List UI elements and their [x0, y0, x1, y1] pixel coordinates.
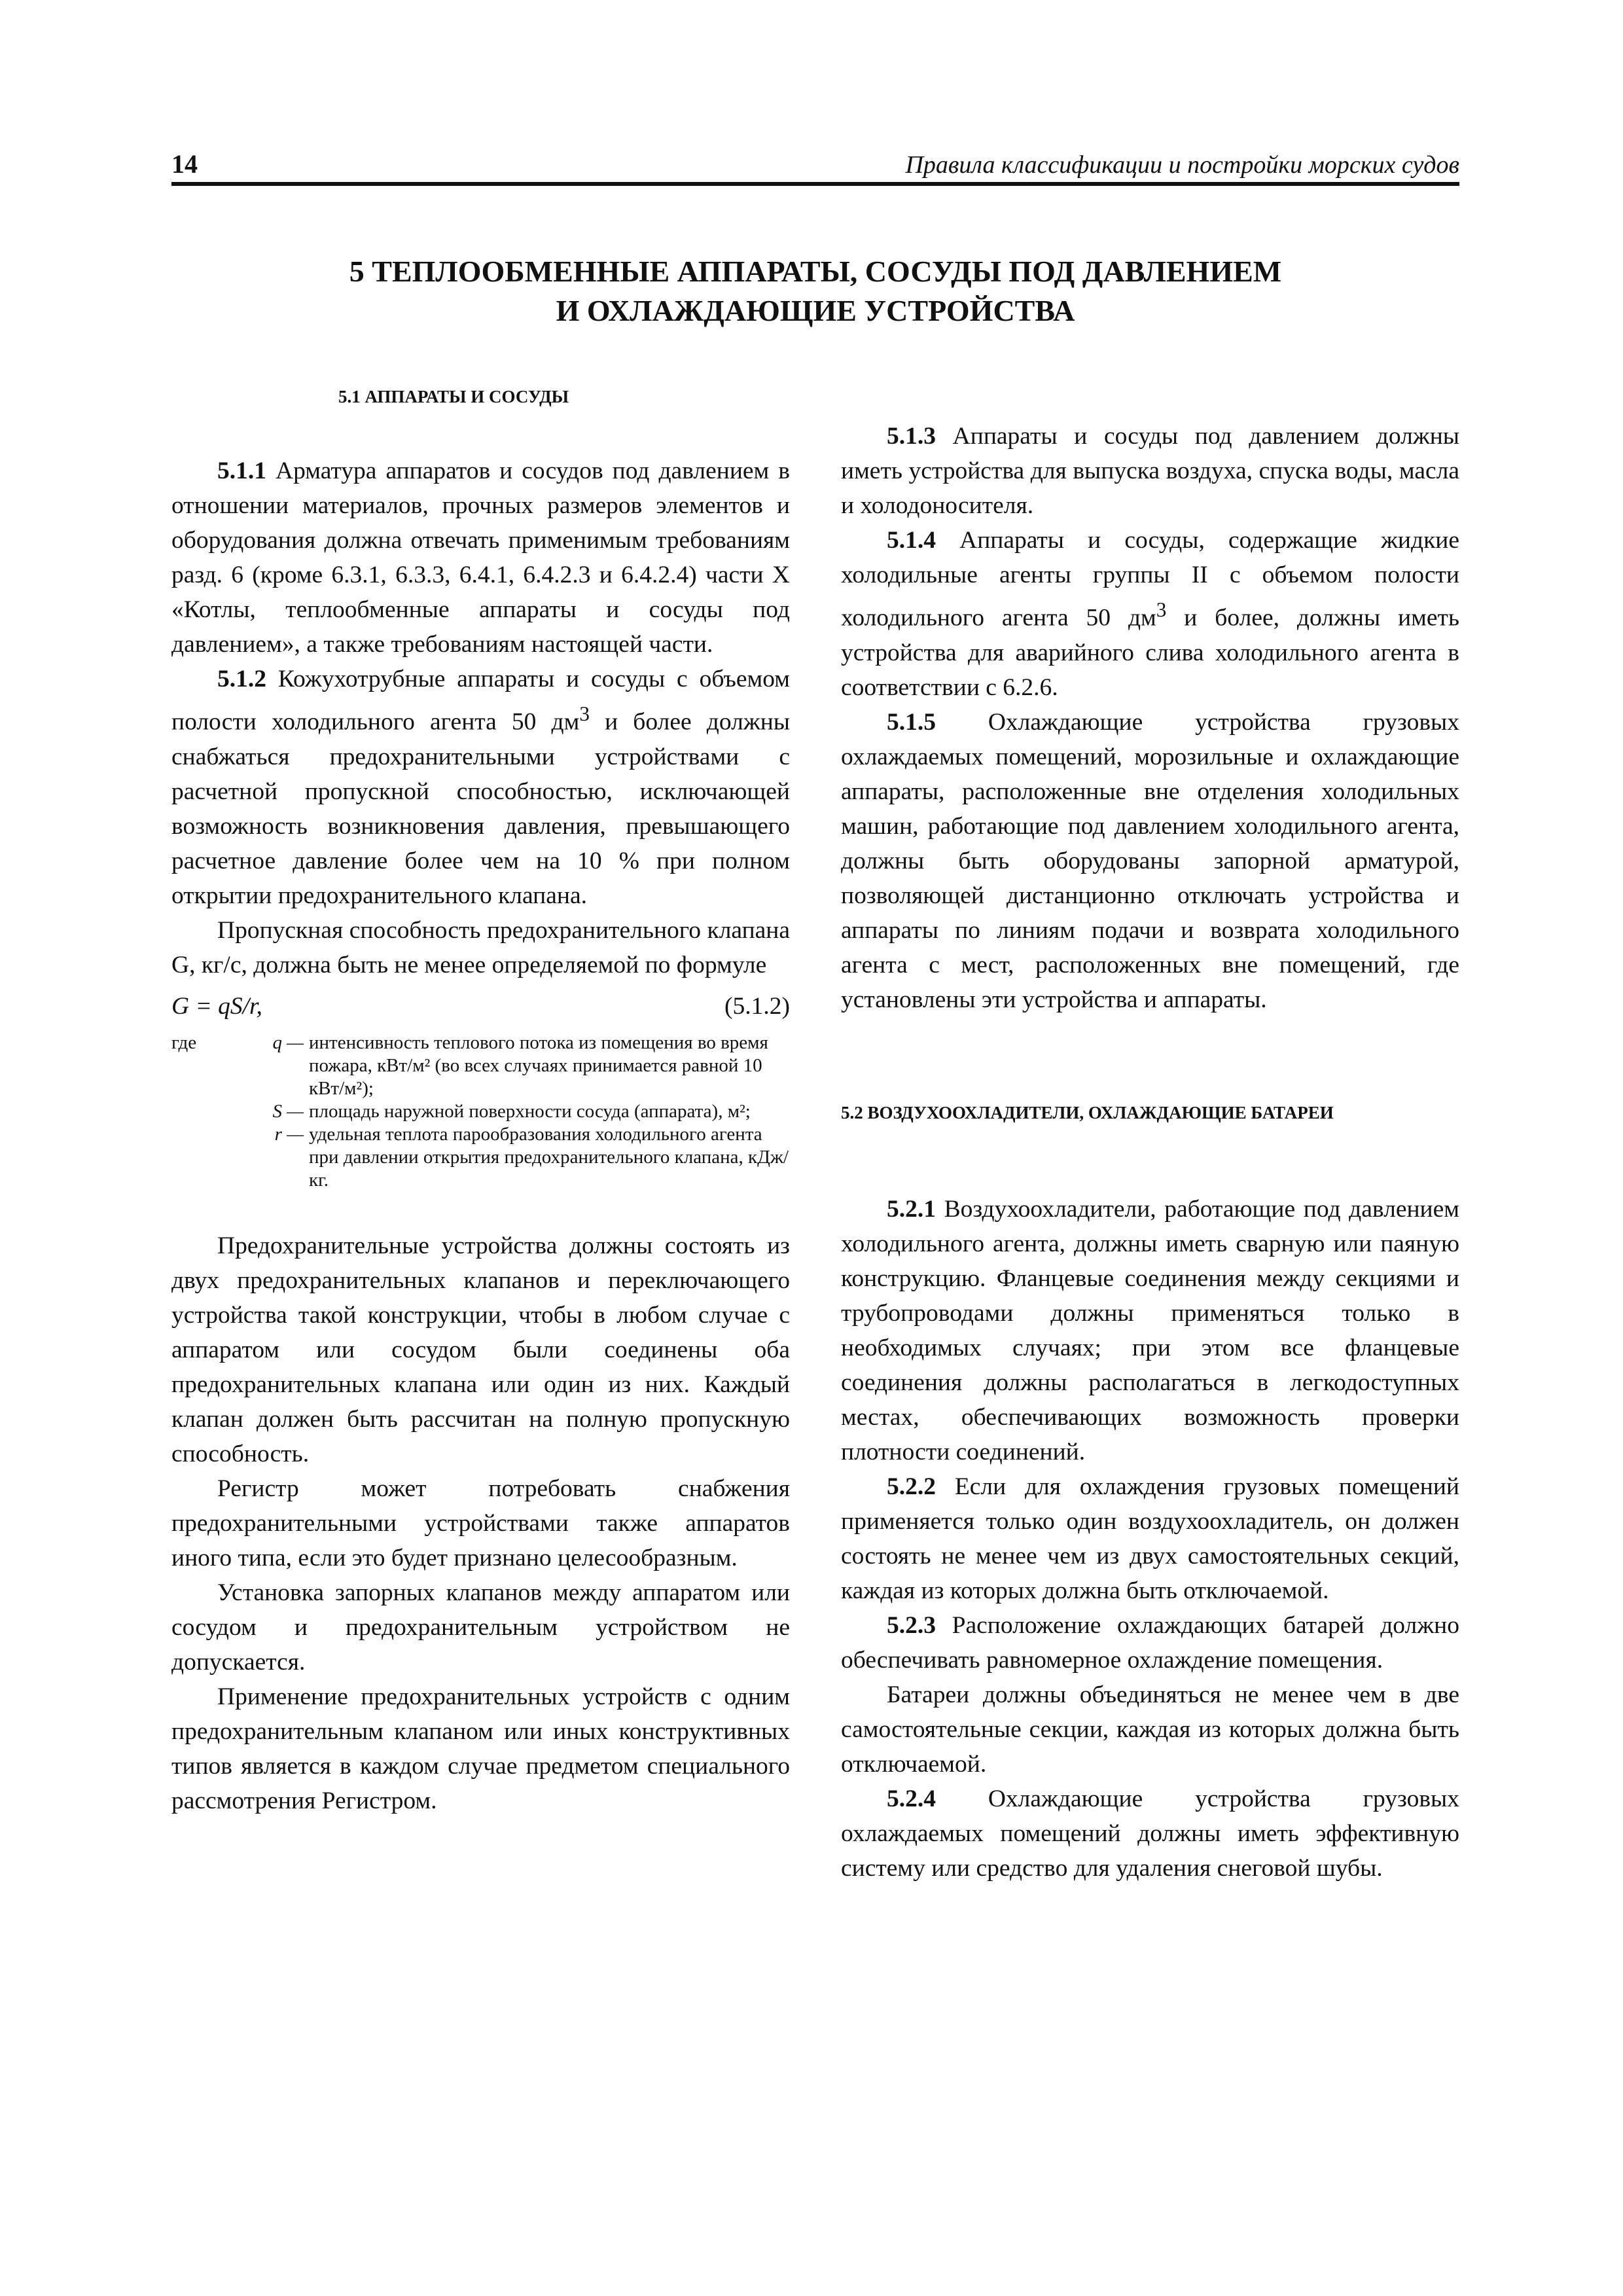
definition-text: интенсивность теплового потока из помещения во время пожара, кВт/м² (во всех случаях принимается равной 10 кВт/м²); [309, 1031, 768, 1099]
chapter-title-line-1: 5 ТЕПЛООБМЕННЫЕ АППАРАТЫ, СОСУДЫ ПОД ДАВЛЕНИЕМ [349, 255, 1282, 288]
clause-number: 5.1.3 [887, 423, 936, 450]
definition-item [224, 1100, 790, 1123]
clause-number: 5.1.1 [217, 457, 266, 484]
paragraph-text: Аппараты и сосуды, содержащие жидкие холодильные агенты группы II с объемом полости холодильного агента 50 дм [841, 527, 1459, 632]
definition-text: площадь наружной поверхности сосуда (аппарата), м²; [309, 1100, 751, 1122]
superscript: 3 [1156, 598, 1167, 621]
paragraph-text: Охлаждающие устройства грузовых охлаждаемых помещений должны иметь эффективную систему или средство для удаления снеговой шубы. [841, 1785, 1459, 1882]
formula-expression: G = qS/r, [171, 992, 262, 1020]
left-column [171, 380, 790, 1818]
paragraph-valves: Установка запорных клапанов между аппаратом или сосудом и предохранительным устройством не допускается. [171, 1579, 790, 1676]
page-number: 14 [171, 149, 198, 179]
paragraph-capacity: Пропускная способность предохранительного клапана G, кг/с, должна быть не менее определяемой по формуле [171, 916, 790, 978]
definition-item [224, 1031, 790, 1100]
paragraph-text: Кожухотрубные аппараты и сосуды с объемом полости холодильного агента 50 дм [171, 666, 790, 736]
paragraph-text: Аппараты и сосуды под давлением должны иметь устройства для выпуска воздуха, спуска воды, масла и холодоносителя. [841, 423, 1459, 519]
paragraph-application: Применение предохранительных устройств с одним предохранительным клапаном или иных конструктивных типов является в каждом случае предметом специального рассмотрения Регистром. [171, 1683, 790, 1814]
clause-number: 5.1.5 [887, 708, 936, 736]
definition-text: удельная теплота парообразования холодильного агента при давлении открытия предохранительного клапана, кДж/кг. [309, 1123, 789, 1191]
definition-symbol: r — [274, 1123, 304, 1145]
paragraph-5-2-1 [841, 1192, 1459, 1469]
section-heading-5-1: 5.1 АППАРАТЫ И СОСУДЫ [338, 387, 569, 406]
chapter-title-line-2: И ОХЛАЖДАЮЩИЕ УСТРОЙСТВА [556, 294, 1075, 327]
running-title: Правила классификации и постройки морских судов [905, 151, 1459, 179]
chapter-title [171, 252, 1459, 331]
paragraph-devices: Предохранительные устройства должны состоять из двух предохранительных клапанов и переключающего устройства такой конструкции, чтобы в любом случае с аппаратом или сосудом были соединены оба предохранительных клапана или один из них. Каждый клапан должен быть рассчитан на полную пропускную способность. [171, 1232, 790, 1467]
clause-number: 5.1.4 [887, 527, 936, 554]
formula-definitions [171, 1031, 790, 1192]
paragraph-text: Воздухоохладители, работающие под давлением холодильного агента, должны иметь сварную или паяную конструкцию. Фланцевые соединения между секциями и трубопроводами должны применяться только в необходимых случаях; при этом все фланцевые соединения должны располагаться в легкодоступных местах, обеспечивающих возможность проверки плотности соединений. [841, 1195, 1459, 1465]
formula-5-1-2 [171, 989, 790, 1024]
clause-number: 5.2.1 [887, 1195, 936, 1223]
paragraph-register: Регистр может потребовать снабжения предохранительными устройствами также аппаратов иного типа, если это будет признано целесообразным. [171, 1475, 790, 1571]
paragraph-5-1-4 [841, 523, 1459, 705]
paragraph-5-1-3 [841, 419, 1459, 523]
clause-number: 5.2.3 [887, 1611, 936, 1639]
page-header [171, 145, 1459, 186]
paragraph-5-2-2 [841, 1469, 1459, 1608]
definition-symbol: S — [272, 1100, 304, 1122]
clause-number: 5.2.2 [887, 1473, 936, 1500]
paragraph-batteries: Батареи должны объединяться не менее чем в две самостоятельные секции, каждая из которых должна быть отключаемой. [841, 1681, 1459, 1778]
paragraph-text: и более должны снабжаться предохранительными устройствами с расчетной пропускной способностью, исключающей возможность возникновения давления, превышающего расчетное давление более чем на 10 % при полном открытии предохранительного клапана. [171, 708, 790, 909]
clause-number: 5.1.2 [217, 666, 266, 692]
definition-symbol: q — [272, 1031, 304, 1053]
paragraph-5-1-2 [171, 662, 790, 913]
paragraph-5-1-1 [171, 454, 790, 662]
paragraph-text: Расположение охлаждающих батарей должно обеспечивать равномерное охлаждение помещения. [841, 1611, 1459, 1674]
section-heading-5-2: 5.2 ВОЗДУХООХЛАДИТЕЛИ, ОХЛАЖДАЮЩИЕ БАТАРЕИ [841, 1102, 1334, 1122]
definition-item [224, 1123, 790, 1192]
paragraph-text: Охлаждающие устройства грузовых охлаждаемых помещений, морозильные и охлаждающие аппараты, расположенные вне отделения холодильных машин, работающие под давлением холодильного агента, должны быть оборудованы запорной арматурой, позволяющей дистанционно отключать устройства и аппараты по линиям подачи и возврата холодильного агента с мест, расположенных вне помещений, где установлены эти устройства и аппараты. [841, 708, 1459, 1013]
superscript: 3 [579, 702, 590, 725]
definition-list [224, 1031, 790, 1192]
paragraph-text: Если для охлаждения грузовых помещений применяется только один воздухоохладитель, он должен состоять не менее чем из двух самостоятельных секций, каждая из которых должна быть отключаемой. [841, 1473, 1459, 1604]
paragraph-5-2-3 [841, 1608, 1459, 1677]
where-word: где [171, 1031, 197, 1053]
paragraph-5-1-5 [841, 705, 1459, 1017]
clause-number: 5.2.4 [887, 1785, 936, 1812]
right-column [841, 419, 1459, 1886]
formula-reference: (5.1.2) [724, 992, 790, 1020]
paragraph-text: Арматура аппаратов и сосудов под давлением в отношении материалов, прочных размеров элементов и оборудования должна отвечать применимым требованиям разд. 6 (кроме 6.3.1, 6.3.3, 6.4.1, 6.4.2.3 и 6.4.2.4) части X «Котлы, теплообменные аппараты и сосуды под давлением», а также требованиям настоящей части. [171, 457, 790, 658]
paragraph-5-2-4 [841, 1782, 1459, 1886]
paragraph-text: и более, должны иметь устройства для аварийного слива холодильного агента в соответствии с 6.2.6. [841, 604, 1459, 701]
